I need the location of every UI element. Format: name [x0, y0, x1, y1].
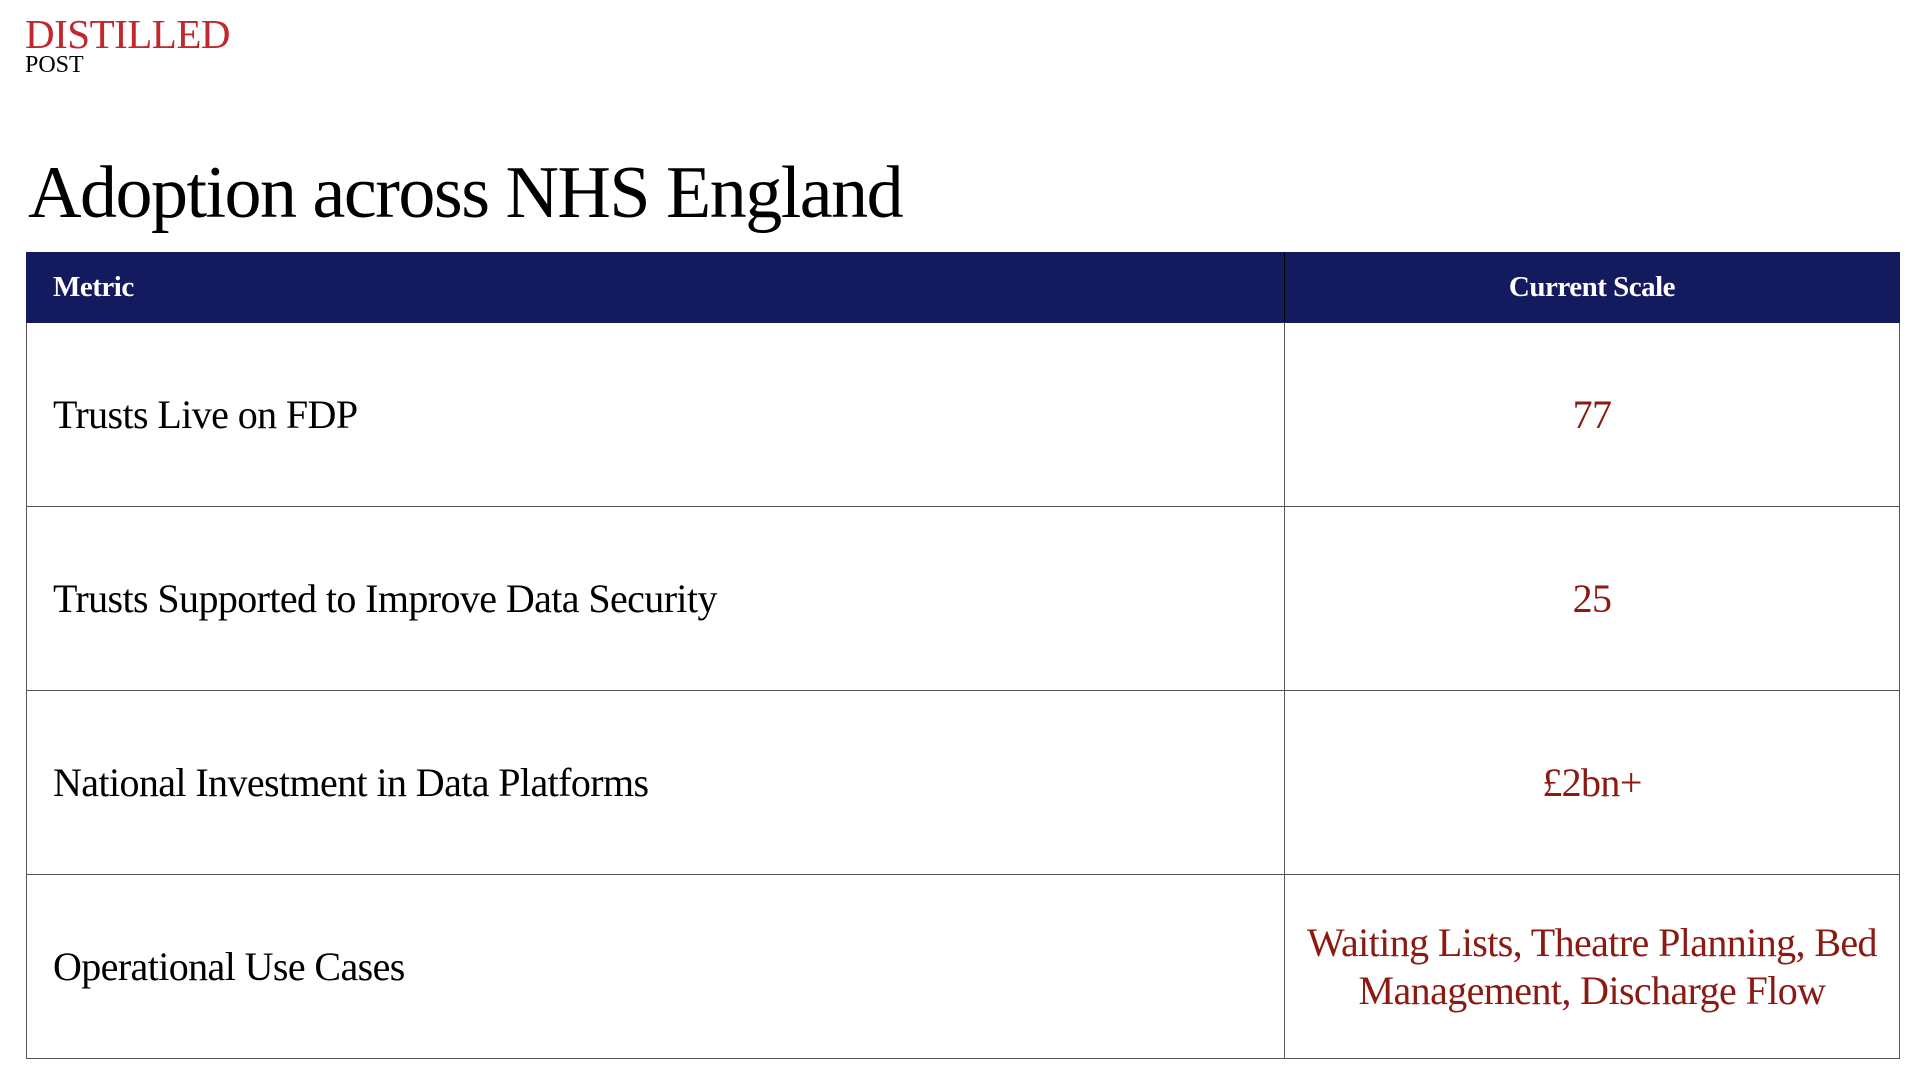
value-cell: Waiting Lists, Theatre Planning, Bed Management, Discharge Flow — [1285, 875, 1900, 1059]
header-metric: Metric — [27, 253, 1285, 323]
brand-logo — [25, 11, 231, 78]
table-header-row — [27, 253, 1900, 323]
table-row — [27, 691, 1900, 875]
table-row — [27, 323, 1900, 507]
brand-sub: POST — [25, 52, 84, 78]
table-row — [27, 875, 1900, 1059]
metric-cell: Trusts Supported to Improve Data Security — [27, 507, 1285, 691]
value-cell: 77 — [1285, 323, 1900, 507]
value-cell: 25 — [1285, 507, 1900, 691]
table-row — [27, 507, 1900, 691]
brand-name: DISTILLED — [25, 11, 231, 57]
metrics-table — [26, 252, 1900, 1059]
value-cell: £2bn+ — [1285, 691, 1900, 875]
metric-cell: National Investment in Data Platforms — [27, 691, 1285, 875]
metric-cell: Operational Use Cases — [27, 875, 1285, 1059]
page-title: Adoption across NHS England — [28, 152, 903, 234]
metric-cell: Trusts Live on FDP — [27, 323, 1285, 507]
header-current-scale: Current Scale — [1285, 253, 1900, 323]
